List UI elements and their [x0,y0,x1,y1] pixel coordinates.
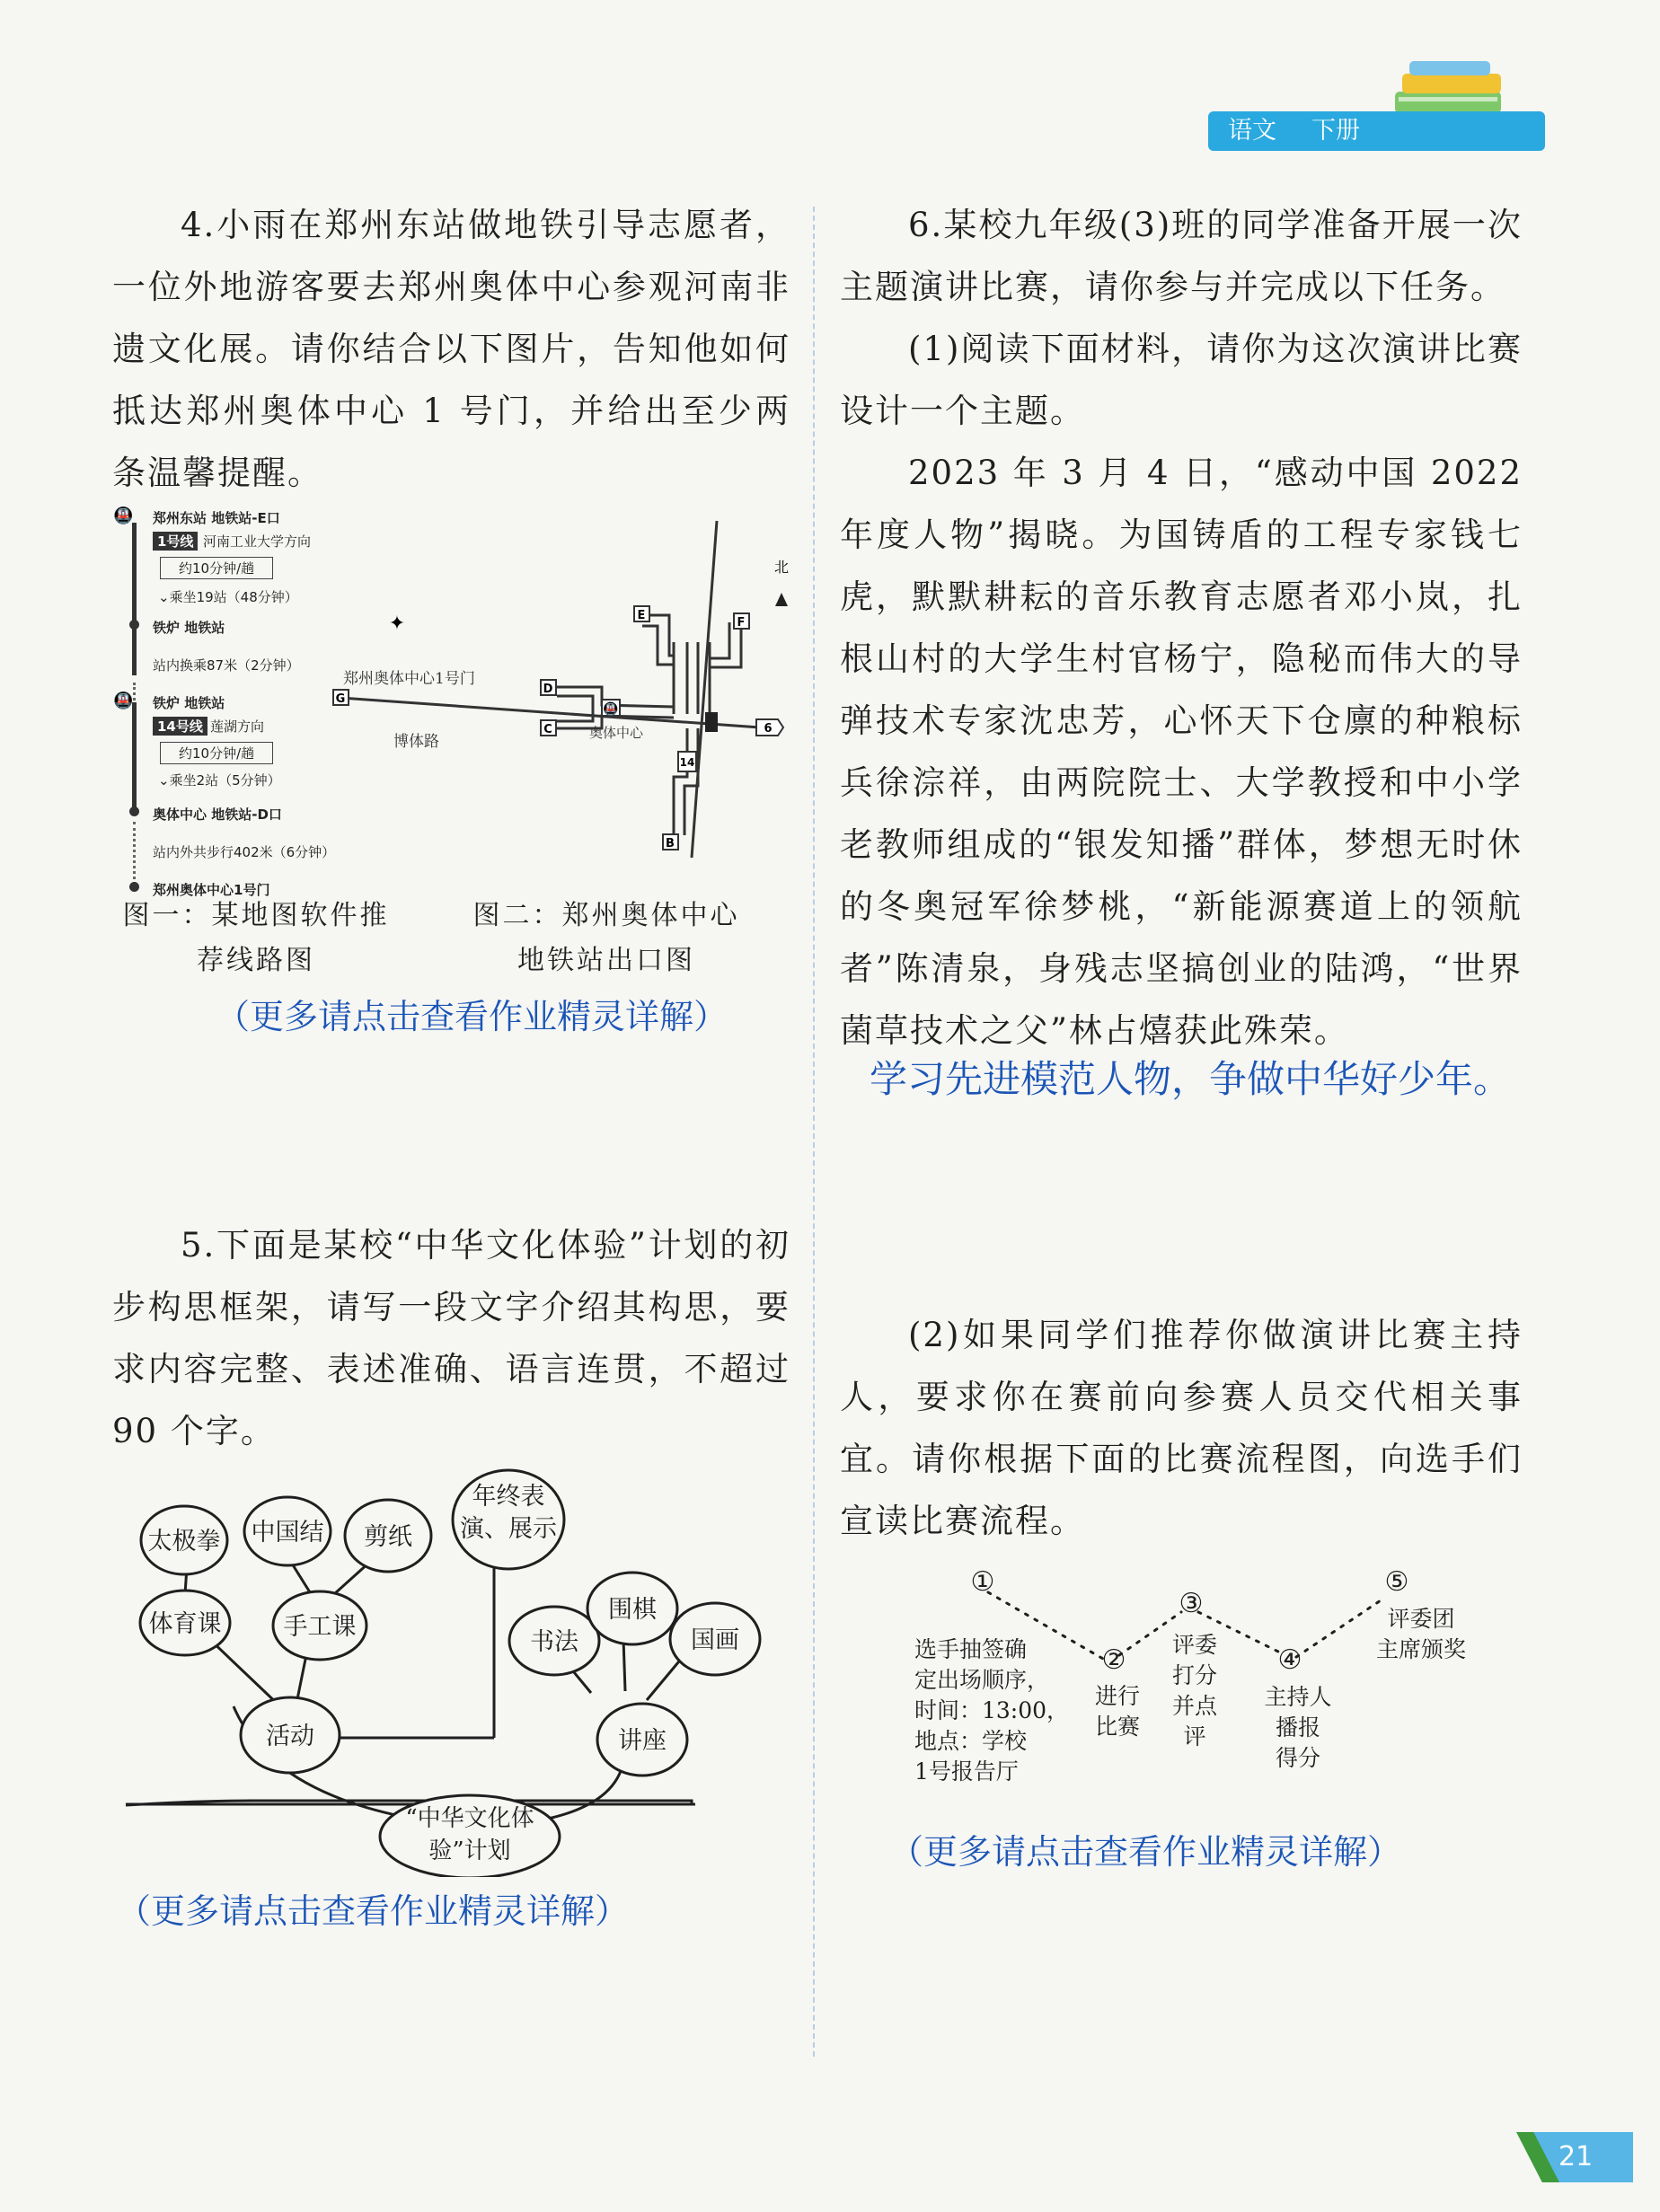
exit-f: F [737,616,746,630]
stop-dot [129,620,139,630]
gate-label: 郑州奥体中心1号门 [343,670,475,688]
train-icon: 🚇 [113,692,134,710]
node-guohua: 国画 [691,1626,739,1654]
culture-tree-diagram [117,1468,773,1877]
line-14-label: 14 [679,756,695,769]
q6-material: 2023 年 3 月 4 日，“感动中国 2022 年度人物”揭晓。为国铸盾的工程专家钱七虎，默默耕耘的音乐教育志愿者邓小岚，扎根山村的大学生村官杨宁，隐秘而伟大的导弹技术专家沈忠芳，心怀天下仓廪的种粮标兵徐淙祥，由两院院士、大学教授和中小学老教师组成的“银发知播”群体，梦想无时休的冬奥冠军徐梦桃，“新能源赛道上的领航者”陈清泉，身残志坚搞创业的陆鸿，“世界菌草技术之父”林占熺获此殊荣。 [840,454,1523,1050]
exit-e: E [637,609,646,622]
contest-flowchart [898,1558,1545,1819]
node-shufa: 书法 [530,1628,578,1656]
station-label: 奥体中心 [589,725,644,741]
line14-ride: ⌄乘坐2站（5分钟） [158,772,281,789]
line1-badge: 1号线 [153,532,198,551]
fig2-caption: 图二：郑州奥体中心地铁站出口图 [472,900,740,976]
exit-c: C [543,723,552,736]
exit-d: D [543,683,553,696]
line1-ride: ⌄乘坐19站（48分钟） [158,589,298,605]
north-arrow-icon [775,593,788,606]
step-1-line: 1号报告厅 [914,1758,1019,1785]
route-dotted [133,683,136,701]
step-5-line: 主席颁奖 [1375,1636,1467,1662]
node-weiqi: 围棋 [608,1596,657,1624]
page-number: 21 [1558,2141,1594,2172]
step-3-number: ③ [1179,1588,1204,1619]
transfer-info: 站内换乘87米（2分钟） [153,657,300,674]
q5-detail-link[interactable]: （更多请点击查看作业精灵详解） [117,1891,630,1931]
column-divider [813,207,815,2057]
node-shougong: 手工课 [283,1613,357,1641]
line1-direction: 河南工业大学方向 [203,533,312,550]
line1-ride-text: 乘坐19站（48分钟） [169,589,298,605]
step-3-line: 并点 [1171,1693,1218,1719]
step-4-number: ④ [1277,1644,1302,1676]
node-jiangzuo: 讲座 [618,1727,667,1755]
node-jianzhi: 剪纸 [364,1523,412,1551]
step-2-line: 比赛 [1094,1714,1141,1740]
train-icon: 🚇 [113,507,134,525]
line14-ride-text: 乘坐2站（5分钟） [169,772,281,789]
stop-dot [129,806,139,816]
q6-detail-link[interactable]: （更多请点击查看作业精灵详解） [889,1832,1402,1872]
stop-tielu-2: 铁炉 地铁站 [153,695,225,711]
walk-info: 站内外共步行402米（6分钟） [153,844,336,860]
line14-direction: 莲湖方向 [210,718,265,735]
q5-text: 5.下面是某校“中华文化体验”计划的初步构思框架，请写一段文字介绍其构思，要求内容完整、表述准确、语言连贯，不超过 90 个字。 [112,1226,790,1450]
node-zhongguojie: 中国结 [251,1519,324,1547]
step-4-line: 得分 [1275,1745,1321,1771]
fig1-caption: 图一：某地图软件推荐线路图 [122,900,390,976]
route-line [132,702,137,815]
station-icon: 🚇 [603,702,619,717]
step-3-line: 评 [1183,1723,1206,1749]
line-6-label: 6 [764,722,773,736]
stop-east: 郑州东站 地铁站-E口 [153,510,280,526]
step-5-number: ⑤ [1384,1566,1409,1598]
subject-label: 语文 [1228,117,1276,145]
stop-aoti: 奥体中心 地铁站-D口 [153,806,282,823]
north-label: 北 [773,559,790,576]
route-line [132,523,137,675]
node-taiji: 太极拳 [147,1528,221,1555]
q6-intro: 6.某校九年级(3)班的同学准备开展一次主题演讲比赛，请你参与并完成以下任务。 [840,206,1523,306]
route-dotted [133,822,136,885]
node-root: “中华文化体验”计划 [405,1805,534,1864]
exit-map [332,516,799,867]
exit-b: B [666,837,675,850]
line1-frequency: 约10分钟/趟 [160,557,273,579]
node-tiyu: 体育课 [148,1610,222,1638]
stop-tielu-1: 铁炉 地铁站 [153,620,225,636]
step-4-line: 播报 [1275,1714,1321,1741]
stop-dot [129,882,139,892]
node-nianzhong: 年终表演、展示 [460,1483,557,1543]
step-1-line: 时间：13:00， [914,1697,1070,1723]
exit-g: G [335,692,346,706]
volume-label: 下册 [1311,117,1360,145]
step-1-line: 选手抽签确 [914,1636,1028,1662]
line14-badge: 14号线 [153,717,208,736]
q6-answer1: 学习先进模范人物，争做中华好少年。 [870,1057,1512,1101]
q6-sub1: (1)阅读下面材料，请你为这次演讲比赛设计一个主题。 [840,330,1523,430]
step-2-number: ② [1101,1644,1126,1676]
stop-gate1: 郑州奥体中心1号门 [153,882,270,898]
q6-sub2: (2)如果同学们推荐你做演讲比赛主持人，要求你在赛前向参赛人员交代相关事宜。请你根据下面的比赛流程图，向选手们宣读比赛流程。 [840,1316,1523,1540]
road-label: 博体路 [393,733,439,751]
step-3-line: 评委 [1171,1632,1218,1658]
step-2-line: 进行 [1094,1683,1141,1709]
step-3-line: 打分 [1171,1662,1218,1688]
line14-frequency: 约10分钟/趟 [160,742,273,764]
q4-text: 4.小雨在郑州东站做地铁引导志愿者，一位外地游客要去郑州奥体中心参观河南非遗文化展。请你结合以下图片，告知他如何抵达郑州奥体中心 1 号门，并给出至少两条温馨提醒。 [112,206,790,492]
step-1-line: 地点：学校 [914,1728,1028,1754]
step-1-line: 定出场顺序， [914,1667,1050,1693]
q4-detail-link[interactable]: （更多请点击查看作业精灵详解） [216,997,728,1036]
node-huodong: 活动 [266,1723,314,1750]
step-4-line: 主持人 [1264,1684,1332,1710]
step-1-number: ① [970,1566,995,1598]
page-header [1208,61,1545,154]
step-5-line: 评委团 [1387,1606,1455,1632]
star-icon: ✦ [388,612,406,635]
